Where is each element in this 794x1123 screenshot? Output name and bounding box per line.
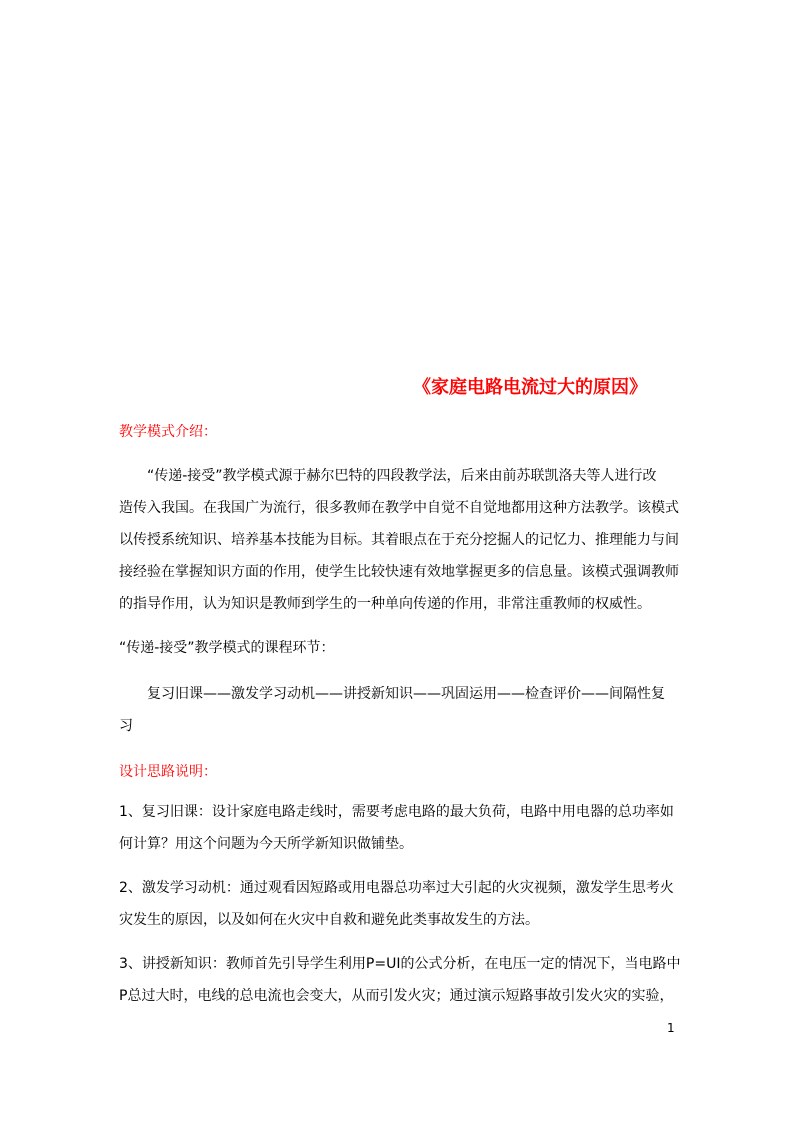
design-item-2 xyxy=(119,872,679,936)
paragraph-line: 灾发生的原因，以及如何在火灾中自救和避免此类事故发生的方法。 xyxy=(119,912,539,928)
mode-intro-paragraph xyxy=(119,460,679,620)
page-number: 1 xyxy=(667,1021,675,1035)
course-steps-title: “传递-接受”教学模式的课程环节： xyxy=(119,640,335,656)
section-heading-mode-intro: 教学模式介绍： xyxy=(119,424,217,440)
paragraph-line: 2、激发学习动机：通过观看因短路或用电器总功率过大引起的火灾视频，激发学生思考火 xyxy=(119,880,674,896)
paragraph-line: 接经验在掌握知识方面的作用，使学生比较快速有效地掌握更多的信息量。该模式强调教师 xyxy=(119,564,679,580)
paragraph-line: P总过大时，电线的总电流也会变大，从而引发火灾；通过演示短路事故引发火灾的实验， xyxy=(119,988,674,1004)
course-steps-paragraph xyxy=(119,678,679,742)
paragraph-line: 习 xyxy=(119,718,133,734)
course-steps-title-block xyxy=(119,632,679,664)
paragraph-line: 何计算？用这个问题为今天所学新知识做铺垫。 xyxy=(119,836,413,852)
paragraph-line: 1、复习旧课：设计家庭电路走线时，需要考虑电路的最大负荷，电路中用电器的总功率如 xyxy=(119,804,674,820)
paragraph-line: 3、讲授新知识：教师首先引导学生利用P=UI的公式分析，在电压一定的情况下，当电路中 xyxy=(119,956,681,972)
paragraph-line: 造传入我国。在我国广为流行，很多教师在教学中自觉不自觉地都用这种方法教学。该模式 xyxy=(119,500,679,516)
paragraph-line: 复习旧课——激发学习动机——讲授新知识——巩固运用——检查评价——间隔性复 xyxy=(147,686,665,702)
paragraph-line: “传递-接受”教学模式源于赫尔巴特的四段教学法，后来由前苏联凯洛夫等人进行改 xyxy=(147,468,657,484)
paragraph-line: 的指导作用，认为知识是教师到学生的一种单向传递的作用，非常注重教师的权威性。 xyxy=(119,596,651,612)
document-title: 《家庭电路电流过大的原因》 xyxy=(413,377,647,398)
section-heading-design: 设计思路说明： xyxy=(119,764,217,780)
design-item-3 xyxy=(119,948,679,1012)
paragraph-line: 以传授系统知识、培养基本技能为目标。其着眼点在于充分挖掘人的记忆力、推理能力与间 xyxy=(119,532,679,548)
design-item-1 xyxy=(119,796,679,860)
